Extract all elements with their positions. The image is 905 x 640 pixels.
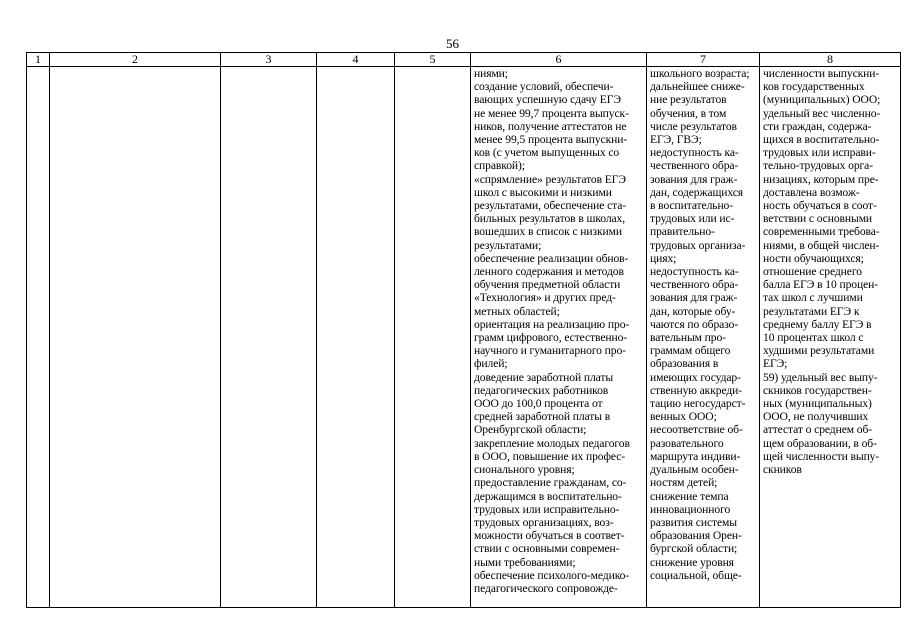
- text-line: обеспечение реализации обнов-: [474, 251, 629, 265]
- text-line: результатами, обеспечение ста-: [474, 199, 627, 213]
- text-line: вательным про-: [650, 331, 726, 345]
- text-line: сионального уровня;: [474, 463, 575, 477]
- text-line: ЕГЭ;: [763, 357, 788, 371]
- text-line: ность обучаться в соот-: [763, 199, 877, 213]
- header-row: [27, 53, 901, 67]
- text-line: инновационного: [650, 502, 731, 516]
- text-line: грамм цифрового, естественно-: [474, 331, 628, 345]
- text-line: ветствии с основными: [763, 212, 873, 226]
- text-line: вошедших в список с низкими: [474, 225, 622, 239]
- text-line: худшими результатами: [763, 344, 875, 358]
- text-line: имеющих государ-: [650, 370, 741, 384]
- text-line: педагогических работников: [474, 383, 609, 397]
- text-line: обучения, в том: [650, 106, 727, 120]
- text-line: вающих успешную сдачу ЕГЭ: [474, 93, 621, 107]
- text-line: бургской области;: [650, 542, 738, 556]
- text-line: менее 99,5 процента выпускни-: [474, 133, 628, 147]
- column-header-4: 4: [317, 53, 395, 67]
- text-line: циях;: [650, 251, 677, 265]
- text-line: закрепление молодых педагогов: [474, 436, 630, 450]
- text-line: развития системы: [650, 515, 737, 529]
- text-line: недоступность ка-: [650, 265, 739, 279]
- text-line: в ООО, повышение их профес-: [474, 449, 626, 463]
- text-line: численности выпускни-: [763, 67, 880, 80]
- text-line: аттестат о среднем об-: [763, 423, 873, 437]
- text-line: балла ЕГЭ в 10 процен-: [763, 278, 878, 292]
- text-line: современными требова-: [763, 225, 880, 239]
- text-line: ние результатов: [650, 93, 727, 107]
- measures-text: [471, 67, 646, 595]
- cell-col-1: [27, 67, 50, 608]
- text-line: ориентация на реализацию про-: [474, 317, 630, 331]
- text-line: можности обучаться в соответ-: [474, 529, 625, 543]
- text-line: низациях, которым пре-: [763, 172, 879, 186]
- text-line: ниями, в общей числен-: [763, 238, 880, 252]
- text-line: «Технология» и других пред-: [474, 291, 616, 305]
- text-line: обучения предметной области: [474, 278, 621, 292]
- text-line: ными требованиями;: [474, 555, 576, 569]
- page-number: 56: [446, 36, 459, 51]
- column-header-8: 8: [760, 53, 901, 67]
- text-line: средней заработной платы в: [474, 410, 611, 424]
- text-line: результатами;: [474, 238, 542, 252]
- text-line: ООО, не получивших: [763, 410, 869, 424]
- cell-col-3: [221, 67, 317, 608]
- text-line: недоступность ка-: [650, 146, 739, 160]
- text-line: венных ООО;: [650, 410, 717, 424]
- text-line: ных (муниципальных): [763, 397, 872, 411]
- text-line: 10 процентах школ с: [763, 331, 864, 345]
- column-header-5: 5: [395, 53, 471, 67]
- text-line: (муниципальных) ООО;: [763, 93, 881, 107]
- text-line: ственную аккреди-: [650, 383, 742, 397]
- text-line: создание условий, обеспечи-: [474, 80, 614, 94]
- text-line: граммам общего: [650, 344, 731, 358]
- text-line: ности обучающихся;: [763, 251, 864, 265]
- cell-col-4: [317, 67, 395, 608]
- text-line: щей численности выпу-: [763, 449, 880, 463]
- document-table: [26, 52, 901, 608]
- cell-col-8: [760, 67, 901, 608]
- text-line: трудовых или ис-: [650, 212, 735, 226]
- text-line: ностям детей;: [650, 476, 718, 490]
- text-line: снижение темпа: [650, 489, 729, 503]
- text-line: маршрута индиви-: [650, 449, 741, 463]
- text-line: ников, получение аттестатов не: [474, 119, 627, 133]
- text-line: справкой);: [474, 159, 525, 173]
- text-line: щихся в воспитательно-: [763, 133, 880, 147]
- text-line: чественного обра-: [650, 159, 739, 173]
- risks-text: [647, 67, 759, 582]
- text-line: ствии с основными современ-: [474, 542, 620, 556]
- text-line: Оренбургской области;: [474, 423, 587, 437]
- text-line: трудовых или исправительно-: [474, 502, 620, 516]
- column-header-7: 7: [647, 53, 760, 67]
- cell-col-5: [395, 67, 471, 608]
- text-line: числе результатов: [650, 119, 737, 133]
- text-line: дальнейшее сниже-: [650, 80, 745, 94]
- text-line: тельно-трудовых орга-: [763, 159, 873, 173]
- text-line: ЕГЭ, ГВЭ;: [650, 133, 702, 147]
- text-line: школ с высокими и низкими: [474, 185, 612, 199]
- text-line: зования для граж-: [650, 172, 738, 186]
- cell-col-6: [471, 67, 647, 608]
- text-line: чественного обра-: [650, 278, 739, 292]
- text-line: метных областей;: [474, 304, 560, 318]
- text-line: удельный вес численно-: [763, 106, 881, 120]
- text-line: образования Орен-: [650, 529, 742, 543]
- text-line: среднему баллу ЕГЭ в: [763, 317, 872, 331]
- text-line: тах школ с лучшими: [763, 291, 863, 305]
- text-line: не менее 99,7 процента выпуск-: [474, 106, 629, 120]
- text-line: дуальным особен-: [650, 463, 739, 477]
- text-line: бильных результатов в школах,: [474, 212, 626, 226]
- text-line: «спрямление» результатов ЕГЭ: [474, 172, 626, 186]
- text-line: предоставление гражданам, со-: [474, 476, 627, 490]
- text-line: щем образовании, в об-: [763, 436, 877, 450]
- text-line: трудовых организациях, воз-: [474, 515, 614, 529]
- text-line: ниями;: [474, 67, 508, 80]
- text-line: педагогического сопровожде-: [474, 581, 618, 595]
- text-line: скников: [763, 463, 802, 477]
- text-line: тацию негосударст-: [650, 397, 746, 411]
- column-header-1: 1: [27, 53, 50, 67]
- cell-col-2: [50, 67, 221, 608]
- text-line: правительно-: [650, 225, 715, 239]
- text-line: образования в: [650, 357, 719, 371]
- text-line: филей;: [474, 357, 508, 371]
- table-row: [27, 67, 901, 608]
- text-line: трудовых или исправи-: [763, 146, 876, 160]
- column-header-2: 2: [50, 53, 221, 67]
- text-line: держащимся в воспитательно-: [474, 489, 622, 503]
- text-line: снижение уровня: [650, 555, 734, 569]
- text-line: доставлена возмож-: [763, 185, 860, 199]
- text-line: ков (с учетом выпущенных со: [474, 146, 620, 160]
- indicators-text: [760, 67, 900, 476]
- text-line: скников государствен-: [763, 383, 872, 397]
- text-line: чаются по образо-: [650, 317, 739, 331]
- text-line: несоответствие об-: [650, 423, 743, 437]
- column-header-3: 3: [221, 53, 317, 67]
- text-line: результатами ЕГЭ к: [763, 304, 860, 318]
- text-line: доведение заработной платы: [474, 370, 614, 384]
- text-line: 59) удельный вес выпу-: [763, 370, 878, 384]
- text-line: дан, содержащихся: [650, 185, 744, 199]
- text-line: дан, которые обу-: [650, 304, 736, 318]
- text-line: научного и гуманитарного про-: [474, 344, 626, 358]
- text-line: трудовых организа-: [650, 238, 746, 252]
- column-header-6: 6: [471, 53, 647, 67]
- text-line: отношение среднего: [763, 265, 862, 279]
- cell-col-7: [647, 67, 760, 608]
- text-line: обеспечение психолого-медико-: [474, 568, 630, 582]
- text-line: в воспитательно-: [650, 199, 734, 213]
- text-line: сти граждан, содержа-: [763, 119, 872, 133]
- text-line: разовательного: [650, 436, 724, 450]
- text-line: социальной, обще-: [650, 568, 742, 582]
- text-line: школьного возраста;: [650, 67, 750, 80]
- text-line: ков государственных: [763, 80, 865, 94]
- text-line: ленного содержания и методов: [474, 265, 624, 279]
- text-line: ООО до 100,0 процента от: [474, 397, 603, 411]
- text-line: зования для граж-: [650, 291, 738, 305]
